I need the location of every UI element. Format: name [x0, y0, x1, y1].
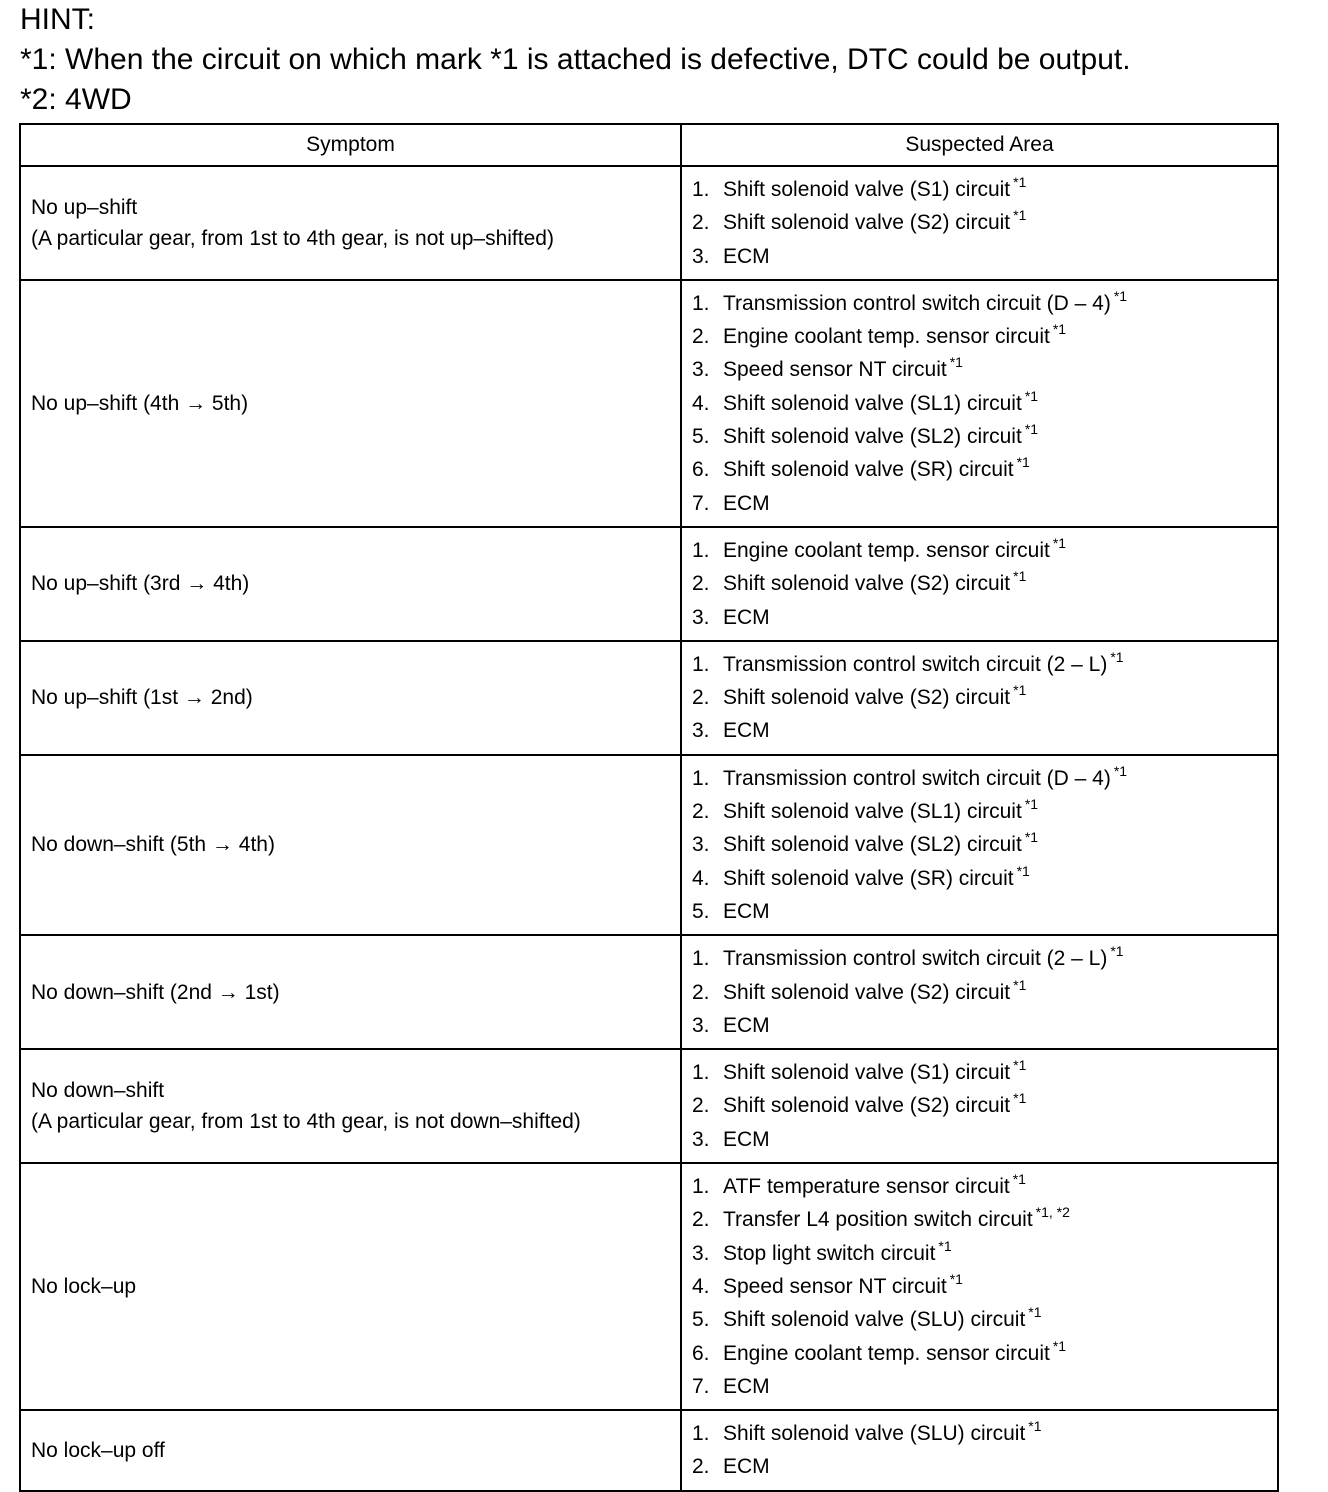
item-text: Engine coolant temp. sensor circuit	[723, 538, 1050, 562]
dtc-mark: *1	[1013, 174, 1027, 190]
suspected-area-item	[692, 534, 1269, 567]
item-text: Shift solenoid valve (S2) circuit	[723, 1094, 1011, 1118]
suspected-area-item	[692, 1303, 1269, 1336]
suspected-area-cell	[681, 1410, 1278, 1491]
dtc-mark: *1	[949, 1270, 963, 1287]
table-row	[20, 1410, 1278, 1491]
item-text: Shift solenoid valve (SL1) circuit	[723, 391, 1022, 415]
dtc-mark: *1	[1013, 976, 1027, 993]
dtc-mark: *1	[1113, 287, 1128, 304]
item-text: ECM	[723, 899, 770, 923]
dtc-mark: *1	[1024, 421, 1039, 438]
item-number: 2.	[692, 1455, 710, 1479]
item-number: 1.	[692, 1061, 710, 1085]
suspected-area-item	[692, 567, 1269, 600]
item-text: Shift solenoid valve (S1) circuit	[723, 1061, 1011, 1085]
item-text: Shift solenoid valve (SL1) circuit	[723, 800, 1022, 824]
item-number: 3.	[692, 358, 710, 382]
item-text: ECM	[723, 1455, 770, 1479]
symptom-text: (A particular gear, from 1st to 4th gear, is not down–shifted)	[31, 1110, 581, 1134]
suspected-area-item	[692, 453, 1269, 486]
item-number: 1.	[692, 766, 710, 790]
suspected-area-cell	[681, 280, 1278, 527]
item-text: ECM	[723, 719, 770, 743]
symptom-text: No up–shift (1st → 2nd)	[31, 686, 253, 710]
symptom-cell	[20, 166, 681, 280]
item-text: ECM	[723, 1374, 770, 1398]
symptom-cell	[20, 1410, 681, 1491]
item-text: Shift solenoid valve (SL2) circuit	[723, 425, 1022, 449]
item-number: 2.	[692, 325, 710, 349]
dtc-mark: *1	[1028, 1304, 1042, 1321]
item-number: 2.	[692, 1208, 710, 1232]
table-row	[20, 527, 1278, 641]
item-text: Shift solenoid valve (S1) circuit	[723, 178, 1011, 201]
table-row	[20, 641, 1278, 755]
item-text: Shift solenoid valve (SL2) circuit	[723, 833, 1022, 857]
item-number: 1.	[692, 538, 710, 562]
dtc-mark: *1	[1013, 1057, 1027, 1074]
suspected-area-cell	[681, 1163, 1278, 1410]
suspected-area-item	[692, 1056, 1269, 1089]
item-number: 4.	[692, 391, 710, 415]
symptom-text: (A particular gear, from 1st to 4th gear, is not up–shifted)	[31, 226, 554, 250]
suspected-area-item	[692, 681, 1269, 714]
suspected-area-item	[692, 1170, 1269, 1203]
item-number: 2.	[692, 686, 710, 710]
item-text: Shift solenoid valve (S2) circuit	[723, 572, 1011, 596]
dtc-mark: *1	[1013, 682, 1027, 699]
item-number: 2.	[692, 980, 710, 1004]
dtc-mark: *1	[1012, 1171, 1026, 1188]
table-row	[20, 755, 1278, 935]
hint-note-2: *2: 4WD	[20, 83, 132, 116]
symptom-cell	[20, 1049, 681, 1163]
item-text: Transmission control switch circuit (D – 4)	[723, 766, 1111, 790]
table-header-row	[20, 124, 1278, 166]
symptom-text: No lock–up off	[31, 1438, 165, 1462]
dtc-mark: *1	[1013, 207, 1027, 224]
dtc-mark: *1	[1013, 1090, 1027, 1107]
suspected-area-item	[692, 795, 1269, 828]
symptom-text: No down–shift	[31, 1079, 165, 1103]
symptom-table	[19, 123, 1279, 1492]
symptom-text: No down–shift (5th → 4th)	[31, 833, 275, 857]
item-text: Transfer L4 position switch circuit	[723, 1208, 1033, 1232]
suspected-area-item	[692, 387, 1269, 420]
dtc-mark: *1, *2	[1035, 1204, 1070, 1221]
suspected-area-item	[692, 420, 1269, 453]
item-text: Shift solenoid valve (SR) circuit	[723, 458, 1014, 482]
suspected-area-cell	[681, 166, 1278, 280]
suspected-area-cell	[681, 935, 1278, 1049]
symptom-text: No up–shift	[31, 195, 138, 219]
item-number: 2.	[692, 572, 710, 596]
item-text: ATF temperature sensor circuit	[723, 1175, 1010, 1199]
dtc-mark: *1	[1052, 534, 1067, 551]
suspected-area-item	[692, 895, 1269, 928]
suspected-area-item	[692, 976, 1269, 1009]
item-text: Shift solenoid valve (S2) circuit	[723, 686, 1011, 710]
suspected-area-item	[692, 487, 1269, 520]
item-text: Shift solenoid valve (S2) circuit	[723, 211, 1011, 235]
symptom-cell	[20, 641, 681, 755]
item-number: 6.	[692, 1341, 710, 1365]
dtc-mark: *1	[1028, 1418, 1042, 1435]
dtc-mark: *1	[1016, 862, 1030, 879]
item-text: Shift solenoid valve (SR) circuit	[723, 866, 1014, 890]
suspected-area-header: Suspected Area	[681, 124, 1278, 166]
dtc-mark: *1	[1016, 454, 1030, 471]
table-row	[20, 280, 1278, 527]
item-number: 1.	[692, 291, 710, 315]
suspected-area-item	[692, 648, 1269, 681]
suspected-area-item	[692, 1089, 1269, 1122]
suspected-area-item	[692, 1370, 1269, 1403]
item-number: 3.	[692, 244, 710, 268]
item-text: Shift solenoid valve (SLU) circuit	[723, 1308, 1026, 1332]
dtc-mark: *1	[1052, 1337, 1067, 1354]
suspected-area-item	[692, 762, 1269, 795]
item-text: Transmission control switch circuit (2 – L)	[723, 652, 1108, 676]
item-text: ECM	[723, 605, 770, 629]
suspected-area-cell	[681, 527, 1278, 641]
suspected-area-item	[692, 240, 1269, 273]
suspected-area-item	[692, 206, 1269, 239]
item-number: 1.	[692, 1422, 710, 1446]
item-number: 3.	[692, 1013, 710, 1037]
suspected-area-item	[692, 1203, 1269, 1236]
suspected-area-item	[692, 1009, 1269, 1042]
item-text: ECM	[723, 491, 770, 515]
item-number: 3.	[692, 719, 710, 743]
item-number: 5.	[692, 899, 710, 923]
suspected-area-item	[692, 353, 1269, 386]
item-number: 3.	[692, 1127, 710, 1151]
symptom-cell	[20, 755, 681, 935]
item-text: Shift solenoid valve (SLU) circuit	[723, 1422, 1026, 1446]
item-number: 4.	[692, 866, 710, 890]
table-row	[20, 1049, 1278, 1163]
dtc-mark: *1	[949, 354, 963, 371]
item-text: Engine coolant temp. sensor circuit	[723, 1341, 1050, 1365]
hint-title: HINT:	[20, 3, 95, 36]
item-number: 7.	[692, 1374, 710, 1398]
hint-note-1: *1: When the circuit on which mark *1 is attached is defective, DTC could be output.	[20, 43, 1131, 76]
symptom-header: Symptom	[20, 124, 681, 166]
table-row	[20, 935, 1278, 1049]
item-number: 3.	[692, 605, 710, 629]
item-number: 2.	[692, 211, 710, 235]
suspected-area-item	[692, 1337, 1269, 1370]
symptom-cell	[20, 280, 681, 527]
item-number: 1.	[692, 652, 710, 676]
dtc-mark: *1	[1110, 648, 1124, 665]
symptom-text: No up–shift (4th → 5th)	[31, 391, 249, 415]
symptom-text: No lock–up	[31, 1275, 137, 1299]
suspected-area-item	[692, 862, 1269, 895]
suspected-area-item	[692, 1237, 1269, 1270]
item-text: Transmission control switch circuit (D – 4)	[723, 291, 1111, 315]
suspected-area-item	[692, 1123, 1269, 1156]
suspected-area-item	[692, 942, 1269, 975]
dtc-mark: *1	[1113, 762, 1128, 779]
suspected-area-item	[692, 1417, 1269, 1450]
item-text: Stop light switch circuit	[723, 1241, 936, 1265]
symptom-cell	[20, 935, 681, 1049]
hint-section	[20, 0, 1131, 120]
suspected-area-cell	[681, 641, 1278, 755]
item-number: 3.	[692, 1241, 710, 1265]
item-number: 1.	[692, 1175, 710, 1199]
suspected-area-item	[692, 828, 1269, 861]
item-number: 2.	[692, 1094, 710, 1118]
item-number: 1.	[692, 947, 710, 971]
symptom-text: No down–shift (2nd → 1st)	[31, 980, 280, 1004]
suspected-area-item	[692, 1270, 1269, 1303]
item-number: 6.	[692, 458, 710, 482]
item-number: 2.	[692, 800, 710, 824]
suspected-area-item	[692, 173, 1269, 206]
item-text: Speed sensor NT circuit	[723, 358, 947, 382]
dtc-mark: *1	[1110, 943, 1124, 960]
symptom-text: No up–shift (3rd → 4th)	[31, 572, 250, 596]
dtc-mark: *1	[1024, 796, 1039, 813]
item-number: 7.	[692, 491, 710, 515]
suspected-area-item	[692, 714, 1269, 747]
suspected-area-item	[692, 601, 1269, 634]
symptom-cell	[20, 527, 681, 641]
symptom-cell	[20, 1163, 681, 1410]
item-text: Speed sensor NT circuit	[723, 1274, 947, 1298]
dtc-mark: *1	[1052, 321, 1067, 338]
item-text: Transmission control switch circuit (2 – L)	[723, 947, 1108, 971]
item-number: 1.	[692, 178, 710, 201]
suspected-area-item	[692, 287, 1269, 320]
dtc-mark: *1	[1024, 829, 1039, 846]
dtc-mark: *1	[938, 1237, 952, 1254]
dtc-mark: *1	[1024, 387, 1039, 404]
table-body	[20, 166, 1278, 1491]
suspected-area-item	[692, 320, 1269, 353]
suspected-area-cell	[681, 1049, 1278, 1163]
item-text: ECM	[723, 1013, 770, 1037]
item-number: 5.	[692, 1308, 710, 1332]
item-number: 3.	[692, 833, 710, 857]
item-number: 4.	[692, 1274, 710, 1298]
table-row	[20, 166, 1278, 280]
item-text: Engine coolant temp. sensor circuit	[723, 325, 1050, 349]
table-row	[20, 1163, 1278, 1410]
item-text: Shift solenoid valve (S2) circuit	[723, 980, 1011, 1004]
item-number: 5.	[692, 425, 710, 449]
item-text: ECM	[723, 1127, 770, 1151]
item-text: ECM	[723, 244, 770, 268]
dtc-mark: *1	[1013, 568, 1027, 585]
suspected-area-item	[692, 1450, 1269, 1483]
suspected-area-cell	[681, 755, 1278, 935]
